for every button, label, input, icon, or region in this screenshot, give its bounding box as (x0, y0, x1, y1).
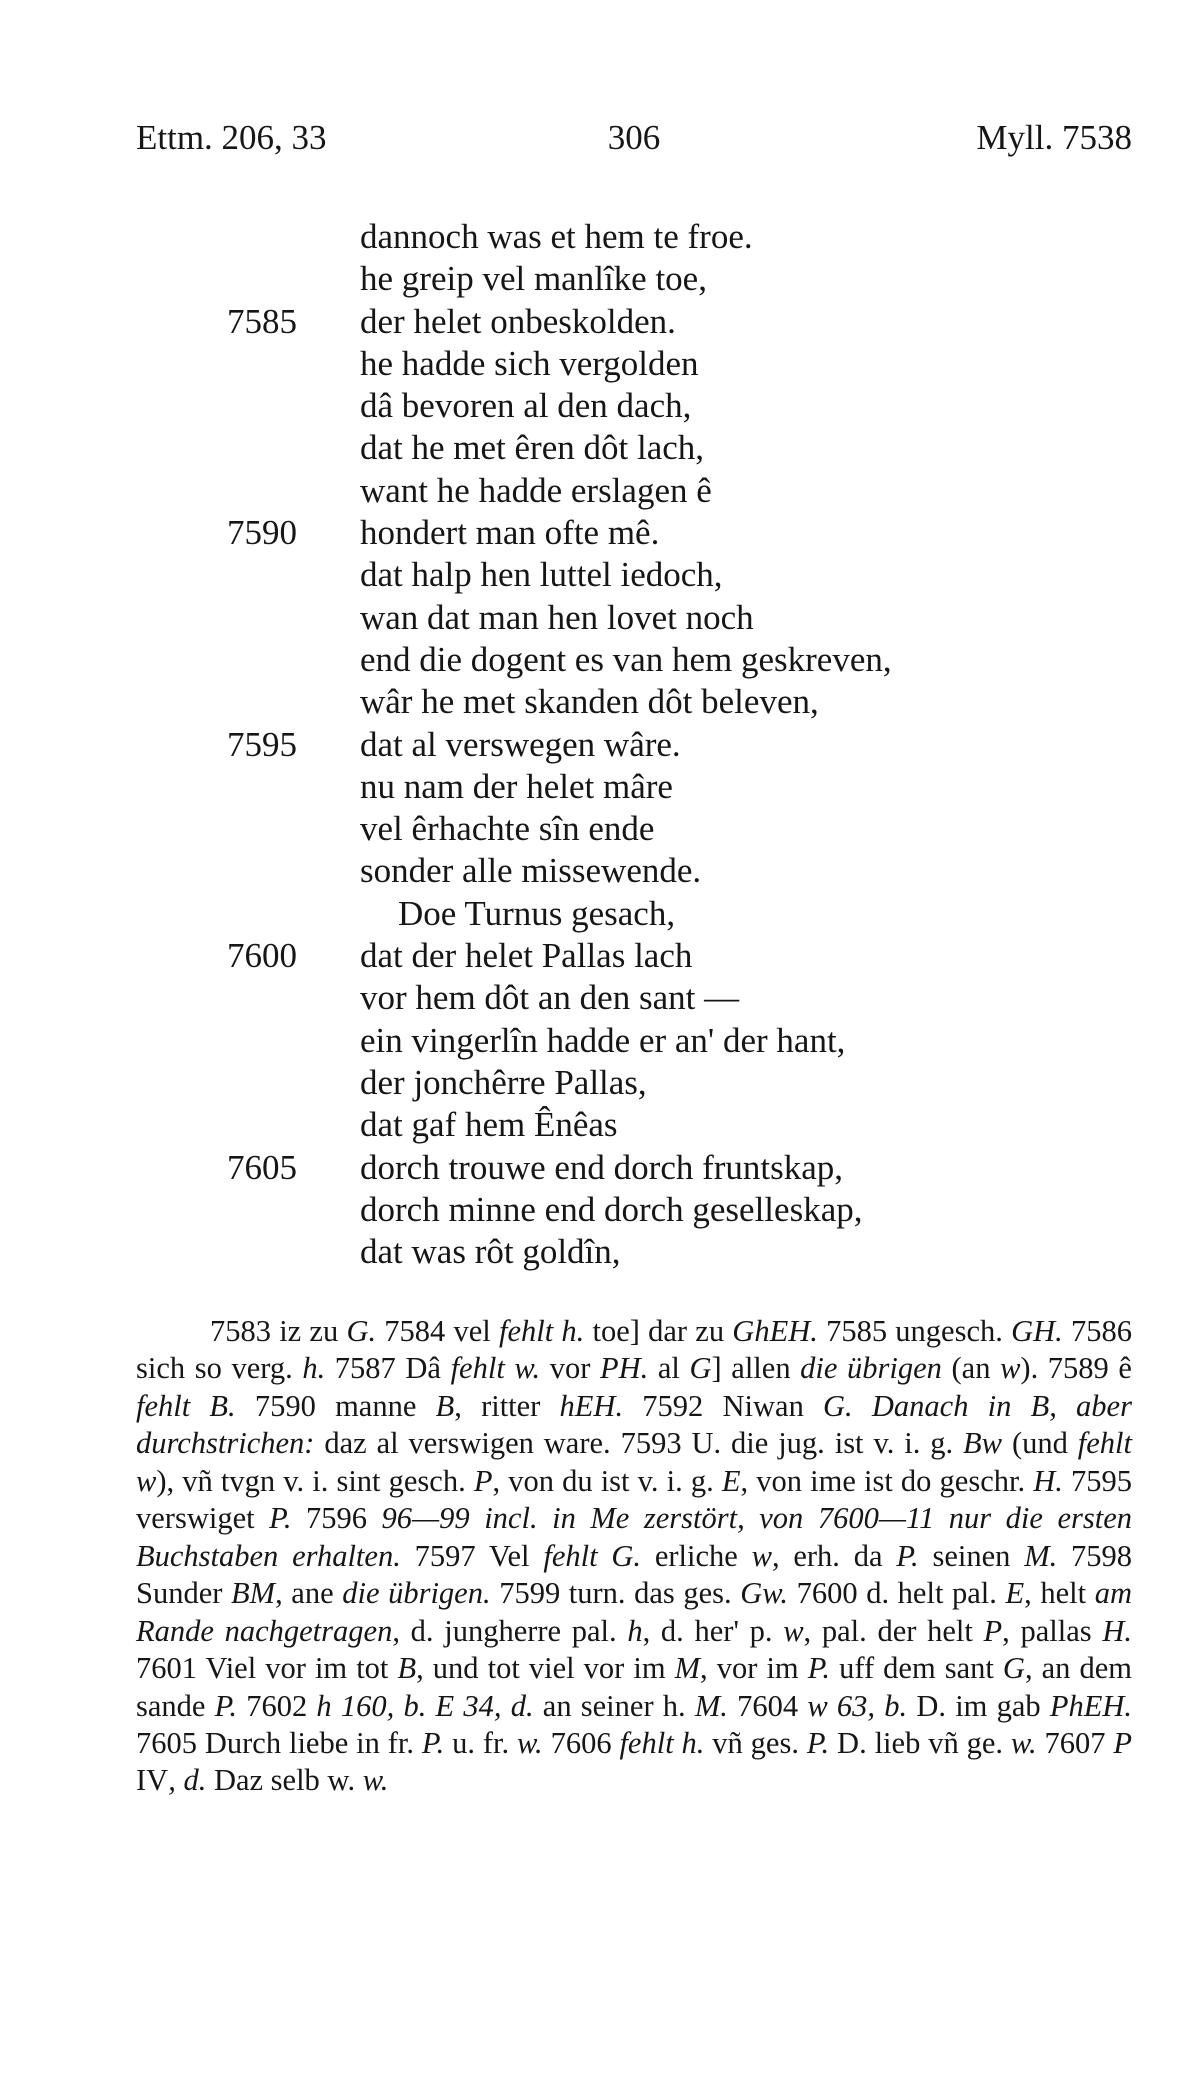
verse-line (0, 1020, 1200, 1062)
verse-line (0, 343, 1200, 385)
apparatus-text: , pal. der helt (803, 1613, 984, 1648)
verse-line (0, 724, 1200, 766)
apparatus-text: seinen (918, 1538, 1025, 1573)
apparatus-siglum: fehlt G. (543, 1538, 642, 1573)
apparatus-siglum: P. (214, 1688, 237, 1723)
line-number: 7585 (227, 301, 297, 341)
apparatus-siglum: w (1000, 1351, 1021, 1386)
apparatus-text: 7605 Durch liebe in fr. (136, 1725, 422, 1760)
apparatus-siglum: fehlt w. (450, 1351, 541, 1386)
apparatus-text: vor (540, 1351, 600, 1386)
apparatus-siglum: M (674, 1651, 701, 1686)
apparatus-text: D. im gab (907, 1688, 1050, 1723)
verse-text-line: dat halp hen luttel iedoch, (360, 555, 723, 595)
apparatus-text: , d. her' p. (642, 1613, 784, 1648)
apparatus-siglum: w. (516, 1725, 543, 1760)
verse-text-line: sonder alle missewende. (360, 851, 702, 891)
page-number: 306 (607, 118, 661, 157)
apparatus-text: , erh. da (771, 1538, 897, 1573)
apparatus-text: ), vñ tvgn v. i. sint gesch. (156, 1463, 474, 1498)
apparatus-text: , d. jungherre pal. (392, 1613, 628, 1648)
apparatus-text: Daz selb w. (206, 1763, 363, 1798)
apparatus-siglum: G (689, 1351, 712, 1386)
apparatus-text: IV (136, 1763, 169, 1798)
verse-text-line: Doe Turnus gesach, (398, 893, 676, 933)
verse-text-line: vor hem dôt an den sant — (360, 978, 740, 1018)
apparatus-text: , vor im (700, 1651, 808, 1686)
header-right-reference: Myll. 7538 (976, 118, 1132, 157)
verse-text-line: dannoch was et hem te froe. (360, 217, 753, 256)
apparatus-text: uff dem sant (830, 1651, 1003, 1686)
apparatus-text: , von du ist v. i. g. (492, 1463, 722, 1498)
apparatus-siglum: G. (346, 1314, 377, 1348)
apparatus-siglum: am Rande nachgetragen (136, 1576, 1132, 1648)
verse-text-line: hondert man ofte mê. (360, 513, 660, 553)
apparatus-text: 7601 Viel vor im tot (136, 1651, 398, 1686)
verse-line (0, 808, 1200, 850)
verse-text-line: dat der helet Pallas lach (360, 936, 693, 976)
apparatus-siglum: die übrigen. (342, 1576, 491, 1611)
critical-apparatus (136, 1313, 1132, 1800)
apparatus-text: vñ ges. (704, 1725, 807, 1760)
verse-line (0, 639, 1200, 681)
verse-text-line: der helet onbeskolden. (360, 301, 676, 341)
apparatus-text: ] allen (711, 1351, 801, 1386)
apparatus-text: , von ime ist do geschr. (740, 1463, 1034, 1498)
apparatus-siglum: H. (1102, 1613, 1132, 1648)
apparatus-siglum: E (1005, 1576, 1025, 1611)
apparatus-siglum: P (473, 1463, 493, 1498)
line-number: 7595 (227, 724, 297, 764)
apparatus-text: 7584 vel (376, 1314, 499, 1348)
apparatus-text: D. lieb vñ ge. (829, 1725, 1011, 1760)
apparatus-text: 7586 sich so verg. (136, 1314, 1132, 1386)
apparatus-siglum: M. (694, 1688, 728, 1723)
verse-text-line: dat he met êren dôt lach, (360, 428, 705, 468)
apparatus-text: 7590 manne (235, 1388, 436, 1423)
verse-line (0, 554, 1200, 596)
apparatus-text: u. fr. (444, 1725, 517, 1760)
verse-line (0, 766, 1200, 808)
apparatus-text: 7597 Vel (400, 1538, 544, 1573)
verse-line (0, 681, 1200, 723)
apparatus-text: daz al verswigen ware. 7593 U. die jug. ist v. i. g. (314, 1426, 964, 1461)
apparatus-siglum: M. (1024, 1538, 1058, 1573)
verse-line (0, 893, 1200, 935)
verse-line (0, 1104, 1200, 1146)
verse-line (0, 1231, 1200, 1273)
header-left-reference: Ettm. 206, 33 (136, 118, 327, 157)
apparatus-siglum: h. (302, 1351, 326, 1386)
apparatus-siglum: Bw (963, 1426, 1003, 1461)
verse-line (0, 385, 1200, 427)
apparatus-text: (und (1002, 1426, 1078, 1461)
verse-text-line: dorch minne end dorch geselleskap, (360, 1189, 863, 1229)
verse-text-line: dorch trouwe end dorch fruntskap, (360, 1147, 844, 1187)
apparatus-siglum: P (1113, 1725, 1132, 1760)
verse-line (0, 850, 1200, 892)
verse-line (0, 977, 1200, 1019)
verse-line (0, 597, 1200, 639)
apparatus-siglum: GhEH. (732, 1314, 818, 1348)
apparatus-text: erliche (641, 1538, 752, 1573)
apparatus-siglum: E (721, 1463, 741, 1498)
page-header (136, 118, 1132, 168)
line-number: 7590 (227, 513, 297, 553)
verse-text-line: vel êrhachte sîn ende (360, 809, 655, 849)
verse-line (0, 512, 1200, 554)
verse-text-line: wâr he met skanden dôt beleven, (360, 682, 819, 722)
apparatus-siglum: w. (1010, 1725, 1037, 1760)
verse-line (0, 1147, 1200, 1189)
apparatus-siglum: hEH. (559, 1388, 624, 1423)
apparatus-siglum: w. (362, 1763, 389, 1798)
verse-line (0, 935, 1200, 977)
apparatus-text: , ritter (454, 1388, 560, 1423)
apparatus-text: 7606 (542, 1725, 620, 1760)
apparatus-siglum: P. (269, 1501, 292, 1536)
verse-line (0, 1189, 1200, 1231)
apparatus-siglum: B (435, 1388, 455, 1423)
verse-text-line: he greip vel manlîke toe, (360, 259, 707, 299)
apparatus-siglum: P. (807, 1651, 831, 1686)
apparatus-siglum: w (751, 1538, 772, 1573)
verse-text-line: want he hadde erslagen ê (360, 470, 712, 510)
verse-line (0, 427, 1200, 469)
apparatus-text: toe] dar zu (584, 1314, 733, 1348)
verse-line (0, 216, 1200, 258)
verse-text-line: dat was rôt goldîn, (360, 1232, 621, 1272)
apparatus-siglum: , d. (168, 1763, 207, 1798)
verse-text-line: dat gaf hem Ênêas (360, 1105, 618, 1145)
apparatus-siglum: P. (421, 1725, 445, 1760)
apparatus-siglum: h (627, 1613, 643, 1648)
apparatus-text: al (648, 1351, 690, 1386)
verse-text-line: der jonchêrre Pallas, (360, 1062, 647, 1102)
apparatus-siglum: PhEH. (1049, 1688, 1133, 1723)
apparatus-siglum: P. (896, 1538, 919, 1573)
apparatus-text: 7604 (727, 1688, 808, 1723)
verse-text (0, 216, 1200, 1273)
apparatus-text: 7585 ungesch. (817, 1314, 1012, 1348)
verse-text-line: nu nam der helet mâre (360, 766, 673, 806)
apparatus-text: , pallas (1002, 1613, 1103, 1648)
apparatus-text: 7600 d. helt pal. (788, 1576, 1006, 1611)
verse-text-line: dâ bevoren al den dach, (360, 386, 692, 426)
apparatus-siglum: 96—99 incl. in Me zerstört, von 7600—11 nur die ersten Buchstaben erhalten. (136, 1501, 1133, 1573)
apparatus-text: 7592 Niwan (623, 1388, 824, 1423)
verse-text-line: wan dat man hen lovet noch (360, 597, 754, 637)
apparatus-siglum: fehlt w (136, 1426, 1132, 1498)
apparatus-siglum: G. Danach in B, aber durchstrichen: (136, 1388, 1132, 1461)
apparatus-text: 7596 (291, 1501, 382, 1536)
apparatus-siglum: w 63, b. (807, 1688, 908, 1723)
apparatus-siglum: G (1002, 1651, 1025, 1686)
apparatus-paragraph (136, 1313, 1132, 1800)
apparatus-text: 7599 turn. das ges. (490, 1576, 741, 1611)
apparatus-siglum: fehlt h. (499, 1314, 585, 1348)
verse-line (0, 470, 1200, 512)
apparatus-text: 7598 Sunder (136, 1538, 1133, 1611)
apparatus-siglum: die übrigen (800, 1351, 942, 1386)
apparatus-siglum: w (783, 1613, 804, 1648)
apparatus-text: , und tot viel vor im (416, 1651, 675, 1686)
apparatus-text: , an dem sande (136, 1651, 1132, 1723)
apparatus-text: 7587 Dâ (325, 1351, 451, 1386)
verse-text-line: ein vingerlîn hadde er an' der hant, (360, 1020, 846, 1060)
apparatus-text: 7607 (1036, 1725, 1114, 1760)
apparatus-siglum: P (983, 1613, 1003, 1648)
apparatus-siglum: B (397, 1651, 417, 1686)
apparatus-siglum: Gw. (740, 1576, 789, 1611)
verse-line (0, 1062, 1200, 1104)
apparatus-text: 7602 (236, 1688, 317, 1723)
apparatus-text: 7595 verswiget (136, 1463, 1132, 1536)
apparatus-siglum: GH. (1011, 1314, 1063, 1348)
apparatus-siglum: P. (806, 1725, 830, 1760)
apparatus-siglum: BM (231, 1576, 276, 1611)
apparatus-text: 7583 iz zu (210, 1314, 347, 1348)
apparatus-text: (an (941, 1351, 1001, 1386)
apparatus-siglum: fehlt h. (619, 1725, 705, 1760)
verse-line (0, 301, 1200, 343)
apparatus-text: , helt (1024, 1576, 1095, 1611)
apparatus-text: ). 7589 ê (1020, 1351, 1132, 1386)
verse-text-line: dat al verswegen wâre. (360, 724, 681, 764)
line-number: 7605 (227, 1147, 297, 1187)
apparatus-siglum: H. (1033, 1463, 1063, 1498)
apparatus-siglum: PH. (599, 1351, 649, 1386)
apparatus-text: , ane (275, 1576, 343, 1611)
verse-text-line: end die dogent es van hem geskreven, (360, 639, 892, 679)
apparatus-siglum: h 160, b. E 34, d. (316, 1688, 534, 1723)
apparatus-siglum: fehlt B. (136, 1388, 236, 1423)
line-number: 7600 (227, 936, 297, 976)
apparatus-text: an seiner h. (533, 1688, 695, 1723)
verse-text-line: he hadde sich vergolden (360, 343, 699, 383)
verse-line (0, 258, 1200, 300)
